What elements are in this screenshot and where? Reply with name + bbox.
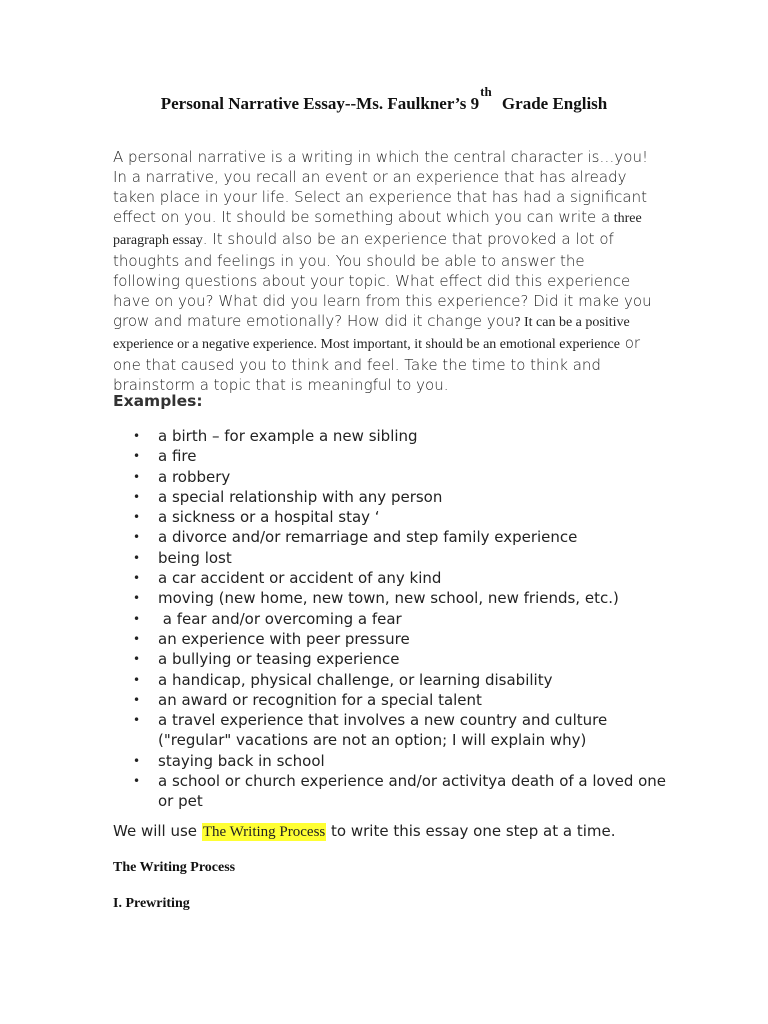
highlighted-writing-process: The Writing Process — [202, 824, 326, 840]
list-item-text: a fire — [158, 447, 197, 466]
list-item-text: a birth – for example a new sibling — [158, 427, 418, 445]
list-item-text: a sickness or a hospital stay ‘ — [158, 508, 380, 527]
list-item — [113, 670, 673, 690]
intro-text-2: . It should also be an experience that provoked a lot of thoughts and feelings in you. You should be able to answer the following questions about your topic. What effect did this experience have on you? What did you learn from this experience? Did it make you grow and mature emotionally? How did it change you — [113, 230, 652, 330]
page-title — [0, 84, 768, 114]
intro-text-3: or one that caused you to think and feel. Take the time to think and brainstorm a topic that is meaningful to you. — [113, 334, 641, 394]
list-item-text: a car accident or accident of any kind — [158, 569, 442, 588]
list-item — [113, 588, 673, 608]
list-item-text: a special relationship with any person — [158, 487, 443, 506]
list-item-text: staying back in school — [158, 751, 325, 770]
bullet-icon: • — [133, 510, 141, 525]
bullet-icon: • — [133, 631, 141, 646]
list-item-text: a travel experience that involves a new country and culture ("regular" vacations are not an option; I will explain why) — [158, 711, 608, 750]
list-item — [113, 467, 673, 487]
list-item-text: moving (new home, new town, new school, new friends, etc.) — [158, 589, 619, 608]
list-item — [113, 507, 673, 527]
intro-serif-text-2: ? It can be a positive experience or a negative experience. Most important, it should be an emotional experience — [113, 315, 630, 352]
list-item-text: a robbery — [158, 467, 231, 486]
list-item — [113, 568, 673, 588]
list-item — [113, 548, 673, 568]
examples-heading: Examples: — [113, 392, 203, 410]
list-item-text: a school or church experience and/or activitya death of a loved one or pet — [158, 772, 667, 811]
bullet-icon: • — [133, 530, 141, 545]
writing-process-sentence — [113, 822, 616, 841]
intro-text-1: A personal narrative is a writing in which the central character is…you! In a narrative, you recall an event or an experience that has already taken place in your life. Select an experience that has had a significant effect on you. It should be something about which you can write a — [113, 148, 648, 226]
list-item — [113, 609, 673, 629]
list-item — [113, 710, 673, 751]
list-item-text: being lost — [158, 548, 232, 567]
bullet-icon: • — [133, 550, 141, 565]
bullet-icon: • — [133, 753, 141, 768]
list-item — [113, 426, 673, 446]
section-heading: The Writing Process — [113, 860, 236, 875]
bullet-icon: • — [133, 429, 141, 443]
bullet-icon: • — [133, 713, 141, 728]
list-item — [113, 487, 673, 507]
list-item-text: an award or recognition for a special talent — [158, 690, 482, 709]
list-item — [113, 446, 673, 466]
list-item — [113, 690, 673, 710]
bullet-icon: • — [133, 469, 141, 484]
examples-list — [113, 426, 673, 812]
title-superscript: th — [480, 84, 492, 99]
list-item — [113, 771, 673, 812]
list-item-text: a divorce and/or remarriage and step family experience — [158, 528, 578, 547]
list-item-text: an experience with peer pressure — [158, 629, 410, 648]
intro-paragraph — [113, 147, 653, 395]
bullet-icon: • — [133, 774, 141, 789]
list-item-text: a fear and/or overcoming a fear — [158, 609, 402, 628]
bullet-icon: • — [133, 692, 141, 707]
bullet-icon: • — [133, 611, 141, 626]
list-item — [113, 527, 673, 547]
writing-suffix: to write this essay one step at a time. — [326, 822, 616, 840]
list-item-text: a bullying or teasing experience — [158, 650, 400, 669]
subsection-heading: I. Prewriting — [113, 896, 190, 911]
list-item-text: a handicap, physical challenge, or learning disability — [158, 670, 553, 689]
intro-serif-text-1: three paragraph essay — [113, 211, 642, 248]
title-end: Grade English — [497, 94, 608, 113]
bullet-icon: • — [133, 591, 141, 606]
title-main: Personal Narrative Essay--Ms. Faulkner’s 9 — [160, 94, 480, 113]
list-item — [113, 649, 673, 669]
bullet-icon: • — [133, 489, 141, 504]
bullet-icon: • — [133, 449, 141, 464]
writing-prefix: We will use — [113, 822, 202, 840]
list-item — [113, 751, 673, 771]
list-item — [113, 629, 673, 649]
bullet-icon: • — [133, 571, 141, 586]
bullet-icon: • — [133, 672, 141, 687]
bullet-icon: • — [133, 652, 141, 667]
